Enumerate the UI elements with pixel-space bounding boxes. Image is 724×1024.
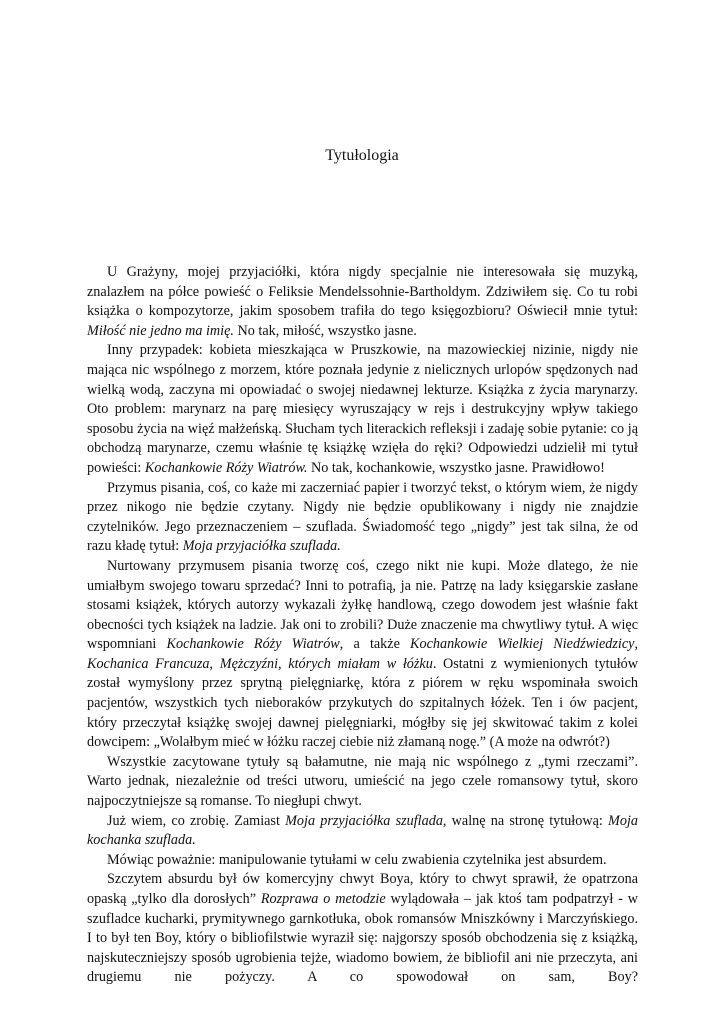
- paragraph: [87, 870, 638, 988]
- document-body: [87, 263, 638, 988]
- paragraph-text: ,: [634, 636, 638, 653]
- italic-title-text: Moja kochanka szuflada.: [87, 812, 638, 849]
- italic-title-text: Rozprawa o metodzie: [260, 891, 386, 907]
- paragraph-text: No tak, kochankowie, wszystko jasne. Prawidłowo!: [307, 459, 605, 476]
- paragraph-text: ,: [209, 655, 220, 672]
- paragraph: [87, 851, 638, 871]
- paragraph-text: Już wiem, co zrobię. Zamiast: [107, 812, 286, 829]
- paragraph-text: Przymus pisania, coś, co każe mi zaczerniać papier i tworzyć tekst, o którym wiem, że nigdy przez nikogo nie będzie czytany. Nigdy nie będzie opublikowany i nigdy nie znajdzie czytelników. Jego przeznaczeniem – szuflada. Świadomość tego „nigdy” jest tak silna, że od razu kładę tytuł:: [87, 479, 638, 555]
- paragraph-text: U Grażyny, mojej przyjaciółki, która nigdy specjalnie nie interesowała się muzyką, znalazłem na półce powieść o Feliksie Mendelssohnie-Bartholdym. Zdziwiłem się. Co tu robi książka o kompozytorze, jakim sposobem trafiła do tego księgozbioru? Oświecił mnie tytuł:: [87, 264, 638, 320]
- paragraph: [87, 812, 638, 851]
- paragraph: [87, 479, 638, 557]
- paragraph-text: No tak, miłość, wszystko jasne.: [233, 322, 417, 339]
- paragraph: [87, 341, 638, 478]
- document-title: Tytułologia: [325, 147, 399, 164]
- paragraph: [87, 753, 638, 812]
- paragraph-text: . Ostatni z wymienionych tytułów został wymyślony przez sprytną pielęgniarkę, która z piórem w ręku wspominała swoich pacjentów, wszystkich tych nieboraków przykutych do szpitalnych łóżek. Ten i ów pacjent, który przeczytał książkę swojej dawnej pielęgniarki, mógłby się jej skwitować takim z kolei dowcipem: „Wolałbym mieć w łóżku raczej ciebie niż złamaną nogę.” (A może na odwrót?): [87, 655, 638, 751]
- paragraph-text: Inny przypadek: kobieta mieszkająca w Pruszkowie, na mazowieckiej nizinie, nigdy nie mająca nic wspólnego z morzem, które poznała jedynie z nielicznych urlopów spędzonych nad wielką wodą, zaczyna mi opowiadać o swojej niedawnej lekturze. Książka z życia marynarzy. Oto problem: marynarz na parę miesięcy wyruszający w rejs i destrukcyjny wpływ takiego sposobu życia na więź małżeńską. Słucham tych literackich refleksji i zadaję sobie pytanie: co ją obchodzą marynarze, czemu właśnie tę książkę wzięła do ręki? Odpowiedzi udzielił mi tytuł powieści:: [87, 342, 638, 476]
- italic-title-text: Miłość nie jedno ma imię.: [87, 322, 234, 339]
- paragraph-text: walnę na stronę tytułową:: [446, 812, 609, 829]
- italic-title-text: Moja przyjaciółka szuflada,: [285, 812, 447, 829]
- paragraph-text: wylądowała – jak ktoś tam podpatrzył - w szufladce kucharki, prymitywnego garnkotłuka, obok romansów Mniszkówny i Marczyńskiego. I to był ten Boy, który o bibliofilstwie wyraził się: najgorszy sposób obchodzenia się z książką, najskuteczniejszy sposób ugrobienia tejże, wiadomo bowiem, że bibliofil ani nie przeczyta, ani drugiemu nie pożyczy. A co spowodował on sam, Boy?: [87, 891, 638, 986]
- paragraph: [87, 263, 638, 341]
- italic-title-text: Kochankowie Wielkiej Niedźwiedzicy: [410, 636, 635, 653]
- paragraph: [87, 557, 638, 753]
- italic-title-text: Kochankowie Róży Wiatrów.: [144, 459, 308, 476]
- italic-title-text: Kochanica Francuza: [87, 655, 210, 672]
- italic-title-text: Moja przyjaciółka szuflada.: [182, 538, 341, 555]
- paragraph-text: Szczytem absurdu był ów komercyjny chwyt Boya, który to chwyt sprawił, że opatrzona opaską „tylko dla dorosłych”: [87, 871, 638, 907]
- paragraph-text: , a także: [339, 636, 411, 653]
- italic-title-text: Kochankowie Róży Wiatrów: [166, 636, 340, 653]
- italic-title-text: Mężczyźni, których miałam w łóżku: [219, 655, 433, 672]
- paragraph-text: Nurtowany przymusem pisania tworzę coś, czego nikt nie kupi. Może dlatego, że nie umiałbym swojego towaru sprzedać? Inni to potrafią, ja nie. Patrzę na lady księgarskie zasłane stosami książek, których autorzy wykazali żyłkę handlową, czego dowodem jest właśnie fakt obecności tych książek na ladzie. Jak oni to zrobili? Duże znaczenie ma chwytliwy tytuł. A więc wspomniani: [87, 557, 638, 653]
- paragraph-text: Mówiąc poważnie: manipulowanie tytułami w celu zwabienia czytelnika jest absurdem.: [107, 851, 607, 868]
- paragraph-text: Wszystkie zacytowane tytuły są bałamutne, nie mają nic wspólnego z „tymi rzeczami”. Warto jednak, niezależnie od treści utworu, umieścić na jego czele romansowy tytuł, skoro najpoczytniejsze są romanse. To niegłupi chwyt.: [87, 753, 638, 810]
